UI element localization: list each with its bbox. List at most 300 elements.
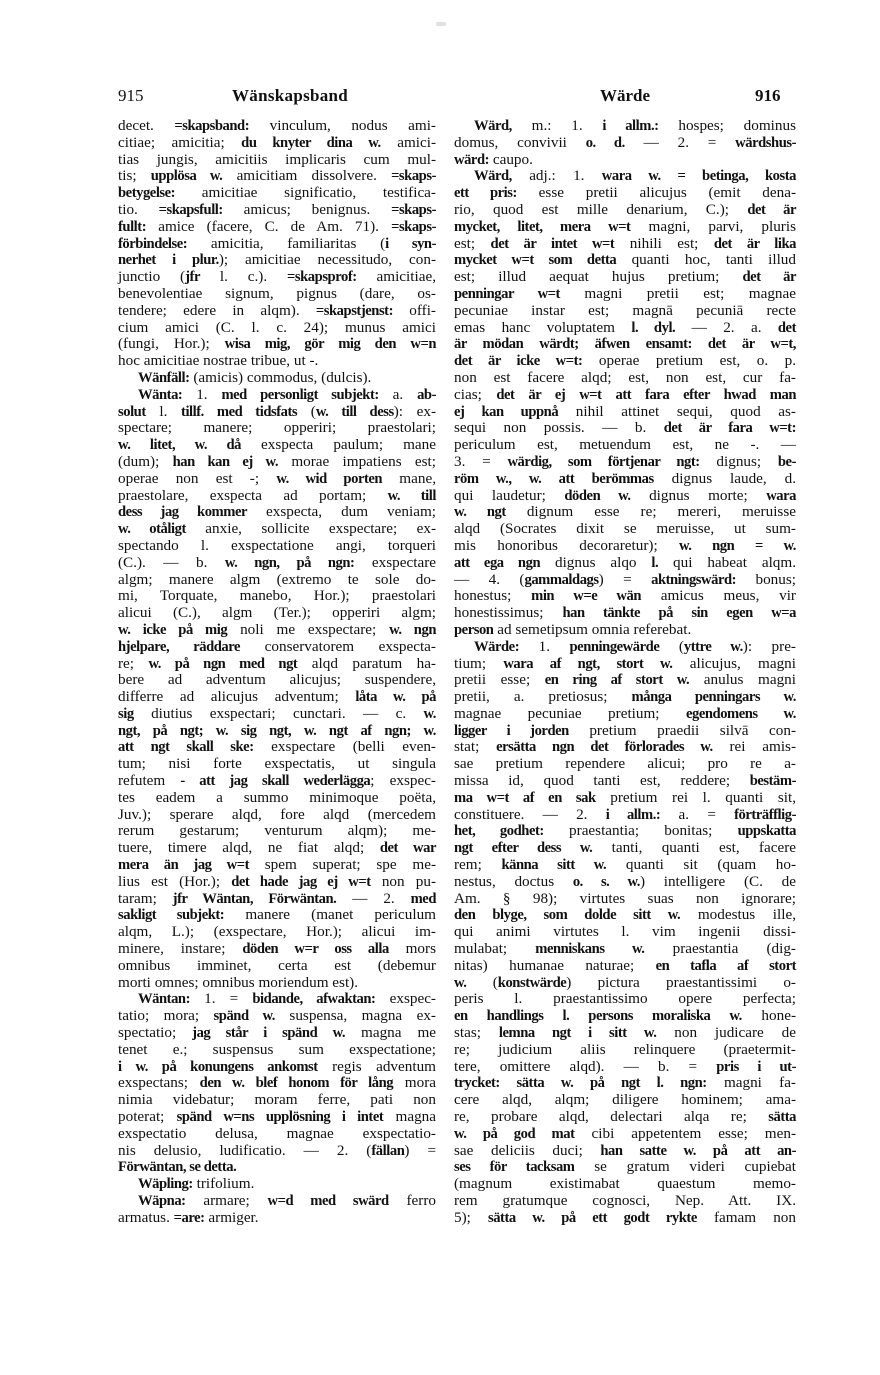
gloss-text: exspectans;: [118, 1074, 200, 1092]
headword: sätta w. på ett godt rykte: [487, 1209, 697, 1226]
headword: w. på ngn med ngt: [148, 655, 298, 672]
text-line: [454, 857, 796, 874]
headword: w. ngn: [389, 621, 436, 638]
gloss-text: alicui (C.), algm (Ter.); opperiri algm;: [118, 604, 436, 622]
text-line: [454, 907, 796, 924]
headword: det: [777, 319, 796, 336]
text-line: [454, 303, 796, 320]
gloss-text: offi-: [393, 301, 436, 319]
text-line: [118, 353, 436, 370]
gloss-text: amicus meus, vir: [641, 587, 796, 605]
gloss-text: lius est (Hor.);: [118, 872, 232, 890]
gloss-text: 1.: [519, 637, 570, 655]
text-line: [454, 1210, 796, 1227]
text-line: [454, 454, 796, 471]
gloss-text: nis delusio, ludificatio. — 2. (: [118, 1141, 372, 1159]
gloss-text: vinculum, nodus ami-: [249, 117, 436, 134]
text-line: [118, 1176, 436, 1193]
gloss-text: morae impatiens est;: [278, 452, 436, 470]
gloss-text: (: [659, 637, 684, 655]
gloss-text: qui habeat alqm.: [658, 553, 796, 571]
gloss-text: magna: [383, 1108, 436, 1126]
text-line: [118, 907, 436, 924]
headword: ab-: [417, 386, 436, 403]
gloss-text: nihili est;: [614, 234, 714, 252]
gloss-text: l. c.).: [199, 268, 288, 286]
text-line: [118, 823, 436, 840]
gloss-text: dignus morte;: [630, 486, 767, 504]
gloss-text: nitas) humanae naturae;: [454, 956, 656, 974]
headword: han kan ej w.: [172, 453, 279, 470]
gloss-text: bere ad adventum alicujus; suspendere,: [118, 671, 436, 689]
gloss-text: bonus;: [736, 570, 796, 588]
headword: en handlings l. persons moraliska w.: [454, 1008, 742, 1025]
gloss-text: re;: [118, 654, 149, 672]
text-line: [454, 958, 796, 975]
text-line: [454, 135, 796, 152]
headword: att ega ngn: [454, 554, 541, 571]
gloss-text: stat;: [454, 738, 497, 756]
gloss-text: — 2.: [336, 889, 411, 907]
gloss-text: pretii, a. pretiosus;: [454, 688, 632, 706]
text-line: [118, 387, 436, 404]
headword: ersätta ngn det förlorades w.: [496, 739, 713, 756]
text-line: [118, 1193, 436, 1210]
headword: det är intet w=t: [490, 235, 615, 252]
gloss-text: (magnum existimabat quaestum memo-: [454, 1175, 796, 1193]
headword: Wärd,: [474, 118, 512, 134]
headword: yttre w.: [683, 638, 743, 655]
headword: tillf. med tidsfats: [181, 403, 298, 420]
gloss-text: se gratum videri cupiebat: [574, 1158, 796, 1176]
text-line: [118, 639, 436, 656]
headword: du knyter dina w.: [241, 134, 381, 151]
gloss-text: (C.). — b.: [118, 553, 225, 571]
text-line: [118, 891, 436, 908]
headword: ngt, på ngt; w. sig ngt, w. ngt af ngn; w.: [118, 722, 436, 739]
gloss-text: sequi non possis. — b.: [454, 419, 664, 437]
headword: en ring af stort w.: [544, 672, 690, 689]
gloss-text: tis;: [118, 167, 151, 185]
gloss-text: esse pretii alicujus (emit dena-: [516, 184, 797, 202]
text-line: [454, 219, 796, 236]
headword: förträfflig-: [734, 806, 796, 823]
text-line: [118, 504, 436, 521]
gloss-text: peris l. praestantissimo opere perfecta;: [454, 990, 796, 1008]
running-head-right: Wärde: [600, 86, 651, 105]
text-line: [118, 1025, 436, 1042]
headword: uppskatta: [737, 823, 797, 840]
gloss-text: non pu-: [370, 872, 436, 890]
gloss-text: spectare; manere; opperiri; praestolari;: [118, 419, 436, 437]
headword: sakligt subjekt:: [118, 907, 225, 924]
gloss-text: ): ex-: [393, 402, 437, 420]
headword: wärd:: [454, 151, 490, 168]
left-column: [118, 118, 436, 1227]
gloss-text: spectatio;: [118, 1024, 193, 1042]
headword: det war: [379, 840, 436, 857]
gloss-text: algm; manere algm (extremo te sole do-: [118, 570, 436, 588]
headword: =skaps-: [391, 218, 436, 235]
text-line: [118, 605, 436, 622]
text-line: [454, 924, 796, 941]
gloss-text: alqd paratum ha-: [297, 654, 436, 672]
gloss-text: armatus.: [118, 1208, 174, 1226]
text-line: [454, 622, 796, 639]
gloss-text: exspectare (belli even-: [253, 738, 436, 756]
text-line: [118, 656, 436, 673]
gloss-text: famam non: [696, 1208, 796, 1226]
text-line: [454, 202, 796, 219]
gloss-text: armiger.: [204, 1208, 259, 1226]
headword: ma w=t af en sak: [454, 789, 596, 806]
gloss-text: hone-: [741, 1007, 796, 1025]
gloss-text: a.: [378, 385, 418, 403]
gloss-text: qui laudetur;: [454, 486, 565, 504]
headword: Wärde:: [474, 638, 520, 655]
gloss-text: dignus;: [699, 452, 778, 470]
text-line: [118, 706, 436, 723]
text-line: [118, 303, 436, 320]
headword: jfr: [185, 269, 200, 286]
headword: min w=e wän: [531, 588, 641, 605]
text-line: [118, 739, 436, 756]
text-line: [118, 420, 436, 437]
headword: i allm.:: [602, 118, 659, 134]
headword: döden w=r oss alla: [242, 941, 389, 958]
gloss-text: honestissimus;: [454, 604, 563, 622]
text-line: [454, 739, 796, 756]
gloss-text: pecuniae instar est; magnā pecuniā recte: [454, 301, 796, 319]
headword: w. ngt: [454, 504, 506, 521]
headword: wara w. = betinga, kosta: [601, 168, 797, 185]
headword: wärdig, som förtjenar ngt:: [507, 453, 700, 470]
headword: betygelse:: [118, 185, 176, 202]
gloss-text: 3. =: [454, 452, 508, 470]
text-line: [454, 521, 796, 538]
text-line: [454, 1042, 796, 1059]
gloss-text: tio.: [118, 200, 159, 218]
gloss-text: tendere; edere in alqm).: [118, 301, 316, 319]
text-line: [118, 202, 436, 219]
headword: bidande, afwaktan:: [252, 991, 376, 1008]
text-line: [118, 252, 436, 269]
text-line: [454, 672, 796, 689]
gloss-text: domus, convivii: [454, 133, 586, 151]
gloss-text: tanti, quanti est, facere: [592, 839, 797, 857]
text-line: [118, 991, 436, 1008]
text-line: [454, 588, 796, 605]
gloss-text: cibi appetentem esse; men-: [574, 1124, 796, 1142]
text-line: [454, 689, 796, 706]
gloss-text: exspectatio delusa, magnae exspectatio-: [118, 1124, 436, 1142]
gloss-text: benevolentiae signum, pignus (dare, os-: [118, 284, 436, 302]
headword: känna sitt w.: [501, 857, 607, 874]
text-line: [118, 975, 436, 992]
text-line: [118, 320, 436, 337]
headword: =skaps-: [391, 201, 436, 218]
gloss-text: decet.: [118, 117, 175, 134]
gloss-text: (: [466, 973, 498, 991]
headword: röm w., w. att berömmas: [454, 470, 654, 487]
gloss-text: quanti sit (quam ho-: [606, 856, 796, 874]
text-line: [118, 1059, 436, 1076]
gloss-text: amicitia, familiaritas (: [187, 234, 386, 252]
text-line: [118, 874, 436, 891]
text-line: [454, 1008, 796, 1025]
text-line: [118, 118, 436, 135]
gloss-text: 1.: [182, 385, 222, 403]
text-line: [118, 236, 436, 253]
headword: penningewärde: [569, 638, 660, 655]
text-line: [118, 538, 436, 555]
gloss-text: magni fa-: [706, 1074, 796, 1092]
gloss-text: est; illud aequat hujus pretium;: [454, 268, 743, 286]
gloss-text: 5);: [454, 1208, 488, 1226]
headword: förbindelse:: [118, 235, 188, 252]
headword: wara af ngt, stort w.: [503, 655, 673, 672]
gloss-text: rei amis-: [712, 738, 797, 756]
gloss-text: conservatorem exspecta-: [240, 637, 436, 655]
headword: ett pris:: [454, 185, 517, 202]
text-line: [454, 555, 796, 572]
gloss-text: amice (facere, C. de Am. 71).: [146, 217, 392, 235]
gloss-text: magna me: [345, 1024, 437, 1042]
gloss-text: tum; nisi forte exspectatis, ut singula: [118, 755, 436, 773]
gloss-text: spectando l. exspectatione angi, torqueri: [118, 536, 436, 554]
text-line: [118, 336, 436, 353]
gloss-text: suspensa, magna ex-: [274, 1007, 436, 1025]
text-line: [118, 1159, 436, 1176]
headword: med personligt subjekt:: [221, 386, 379, 403]
text-line: [454, 336, 796, 353]
headword: en tafla af stort: [655, 957, 797, 974]
headword: ses för tacksam: [454, 1159, 575, 1176]
text-line: [454, 420, 796, 437]
gloss-text: rerum gestarum; venturum alqm); me-: [118, 822, 436, 840]
text-line: [118, 857, 436, 874]
headword: Förwäntan, se detta.: [118, 1159, 237, 1176]
headword: många penningars w.: [631, 689, 796, 706]
headword: menniskans w.: [535, 941, 645, 958]
headword: wärdshus-: [735, 134, 797, 151]
text-line: [454, 538, 796, 555]
text-line: [454, 404, 796, 421]
gloss-text: amicitiam dissolvere.: [222, 167, 392, 185]
headword: han tänkte på sin egen w=a: [562, 605, 796, 622]
gloss-text: alqd (Socrates dixit se meruisse, ut sum-: [454, 520, 796, 538]
page-number-right: 916: [755, 86, 781, 105]
gloss-text: tias jungis, amicitiis implicaris cum mul-: [118, 150, 436, 168]
headword: det är lika: [713, 235, 797, 252]
headword: ej kan uppnå: [454, 403, 559, 420]
headword: i allm.:: [605, 806, 661, 823]
gloss-text: re; judicium aliis relinquere (praetermit-: [454, 1040, 796, 1058]
gloss-text: re, probare alqd, delectari alqa re;: [454, 1108, 769, 1126]
headword: Wänta:: [138, 386, 183, 403]
text-line: [118, 622, 436, 639]
text-line: [118, 152, 436, 169]
gloss-text: pretium praedii silvā con-: [568, 721, 797, 739]
gloss-text: exspecta paulum; mane: [241, 436, 436, 454]
headword: w. till dess: [315, 403, 394, 420]
headword: =skapstjenst:: [315, 302, 393, 319]
gloss-text: sae deliciis duci;: [454, 1141, 601, 1159]
gloss-text: ; exspec-: [370, 772, 436, 790]
gloss-text: a. =: [660, 805, 735, 823]
gloss-text: — 2. =: [624, 133, 736, 151]
text-line: [118, 672, 436, 689]
gloss-text: regis adventum: [317, 1057, 436, 1075]
gloss-text: exspectare: [354, 553, 436, 571]
gloss-text: anulus magni: [689, 671, 796, 689]
gloss-text: dignus laude, d.: [653, 469, 796, 487]
headword: spänd w.: [213, 1008, 275, 1025]
gloss-text: ); amicitiae necessitudo, con-: [218, 251, 437, 269]
headword: w. icke på mig: [118, 621, 228, 638]
text-line: [454, 168, 796, 185]
headword: döden w.: [564, 487, 631, 504]
headword: att ngt skall ske:: [118, 739, 254, 756]
text-line: [454, 387, 796, 404]
gloss-text: constituere. — 2.: [454, 805, 606, 823]
gloss-text: dignum esse re; mereri, meruisse: [505, 503, 796, 521]
headword: nerhet i plur.: [118, 252, 219, 269]
gloss-text: poterat;: [118, 1108, 177, 1126]
text-line: [118, 286, 436, 303]
headword: =are:: [173, 1209, 205, 1226]
text-line: [454, 1143, 796, 1160]
scan-speck: [436, 22, 446, 26]
headword: hjelpare, räddare: [118, 638, 241, 655]
gloss-text: taram;: [118, 889, 173, 907]
text-line: [118, 404, 436, 421]
headword: han satte w. på att an-: [600, 1142, 797, 1159]
gloss-text: ) pictura praestantissimi o-: [566, 973, 796, 991]
gloss-text: anxie, sollicite exspectare; ex-: [185, 520, 436, 538]
gloss-text: l.: [145, 402, 182, 420]
headword: w. till: [387, 487, 436, 504]
gloss-text: rio, quod est mille denarium, C.);: [454, 200, 748, 218]
text-line: [454, 1075, 796, 1092]
text-line: [454, 1109, 796, 1126]
text-line: [118, 219, 436, 236]
gloss-text: praestantia (dig-: [644, 940, 796, 958]
headword: w. wid porten: [276, 470, 383, 487]
gloss-text: alqm, L.); (exspectare, Hor.); alicui im-: [118, 923, 436, 941]
text-line: [454, 269, 796, 286]
gloss-text: caupo.: [489, 150, 533, 168]
gloss-text: emas hanc voluptatem: [454, 318, 632, 336]
headword: är mödan wärdt; äfwen ensamt: det är w=t,: [454, 336, 796, 353]
headword: =skapsfull:: [158, 201, 223, 218]
text-line: [454, 1159, 796, 1176]
text-line: [454, 656, 796, 673]
text-line: [118, 790, 436, 807]
headword: Wäpling:: [138, 1176, 193, 1193]
gloss-text: exspec-: [375, 990, 436, 1008]
headword: bestäm-: [749, 773, 796, 790]
headword: w=d med swärd: [267, 1193, 389, 1209]
right-column: [454, 118, 796, 1227]
text-line: [454, 1176, 796, 1193]
text-line: [454, 185, 796, 202]
text-line: [454, 1126, 796, 1143]
text-line: [118, 135, 436, 152]
text-line: [118, 471, 436, 488]
gloss-text: amicitiae significatio, testifica-: [175, 184, 436, 202]
headword: jag står i spänd w.: [192, 1025, 346, 1042]
gloss-text: 1. =: [190, 990, 253, 1008]
gloss-text: tium;: [454, 654, 504, 672]
gloss-text: magnae pecuniae pretium;: [454, 704, 686, 722]
text-line: [454, 991, 796, 1008]
headword: fullt:: [118, 218, 147, 235]
gloss-text: periculum est, metuendum est, ne -. —: [454, 436, 796, 454]
gloss-text: pretii esse;: [454, 671, 545, 689]
text-line: [118, 437, 436, 454]
text-line: [118, 1092, 436, 1109]
gloss-text: ): pre-: [742, 637, 796, 655]
gloss-text: minere, instare;: [118, 940, 243, 958]
headword: pris i ut-: [716, 1058, 797, 1075]
text-line: [454, 1092, 796, 1109]
gloss-text: tenet e.; suspensus sum exspectatione;: [118, 1040, 436, 1058]
gloss-text: mis honoribus decoraretur);: [454, 536, 679, 554]
page-number-left: 915: [118, 86, 144, 105]
gloss-text: nimia videbatur; moram ferre, pati non: [118, 1091, 436, 1109]
gloss-text: alicujus, magni: [672, 654, 796, 672]
headword: i w. på konungens ankomst: [118, 1058, 318, 1075]
headword: ngt efter dess w.: [454, 840, 593, 857]
text-line: [454, 639, 796, 656]
text-line: [118, 958, 436, 975]
headword: wisa mig, gör mig den w=n: [224, 336, 436, 353]
headword: spänd w=ns upplösning i intet: [176, 1109, 384, 1126]
headword: Wäntan:: [138, 991, 190, 1008]
headword: mycket, litet, mera w=t: [454, 218, 631, 235]
headword: det hade jag ej w=t: [231, 873, 371, 890]
headword: Wärd,: [474, 168, 512, 185]
headword: person: [454, 621, 494, 638]
headword: med: [410, 890, 436, 907]
headword: w.: [454, 974, 467, 991]
gloss-text: — 4. (: [454, 570, 525, 588]
text-line: [118, 807, 436, 824]
gloss-text: non judicare de: [656, 1024, 796, 1042]
headword: trycket: sätta w. på ngt l. ngn:: [454, 1075, 707, 1092]
headword: upplösa w.: [150, 168, 223, 185]
gloss-text: trifolium.: [192, 1175, 255, 1193]
text-line: [454, 773, 796, 790]
text-line: [454, 807, 796, 824]
headword: egendomens w.: [685, 705, 796, 722]
text-line: [454, 437, 796, 454]
headword: mycket w=t som detta: [454, 252, 617, 269]
text-line: [118, 521, 436, 538]
headword: det är icke w=t:: [454, 353, 583, 370]
text-line: [454, 471, 796, 488]
headword: gammaldags: [524, 571, 599, 588]
text-line: [454, 152, 796, 169]
gloss-text: magni, parvi, pluris: [630, 217, 796, 235]
headword: penningar w=t: [454, 285, 560, 302]
headword: sätta: [768, 1109, 796, 1126]
text-line: [118, 1008, 436, 1025]
gloss-text: ) =: [404, 1141, 437, 1159]
headword: wara: [766, 487, 797, 504]
gloss-text: missa id, quod tanti est, reddere;: [454, 772, 750, 790]
